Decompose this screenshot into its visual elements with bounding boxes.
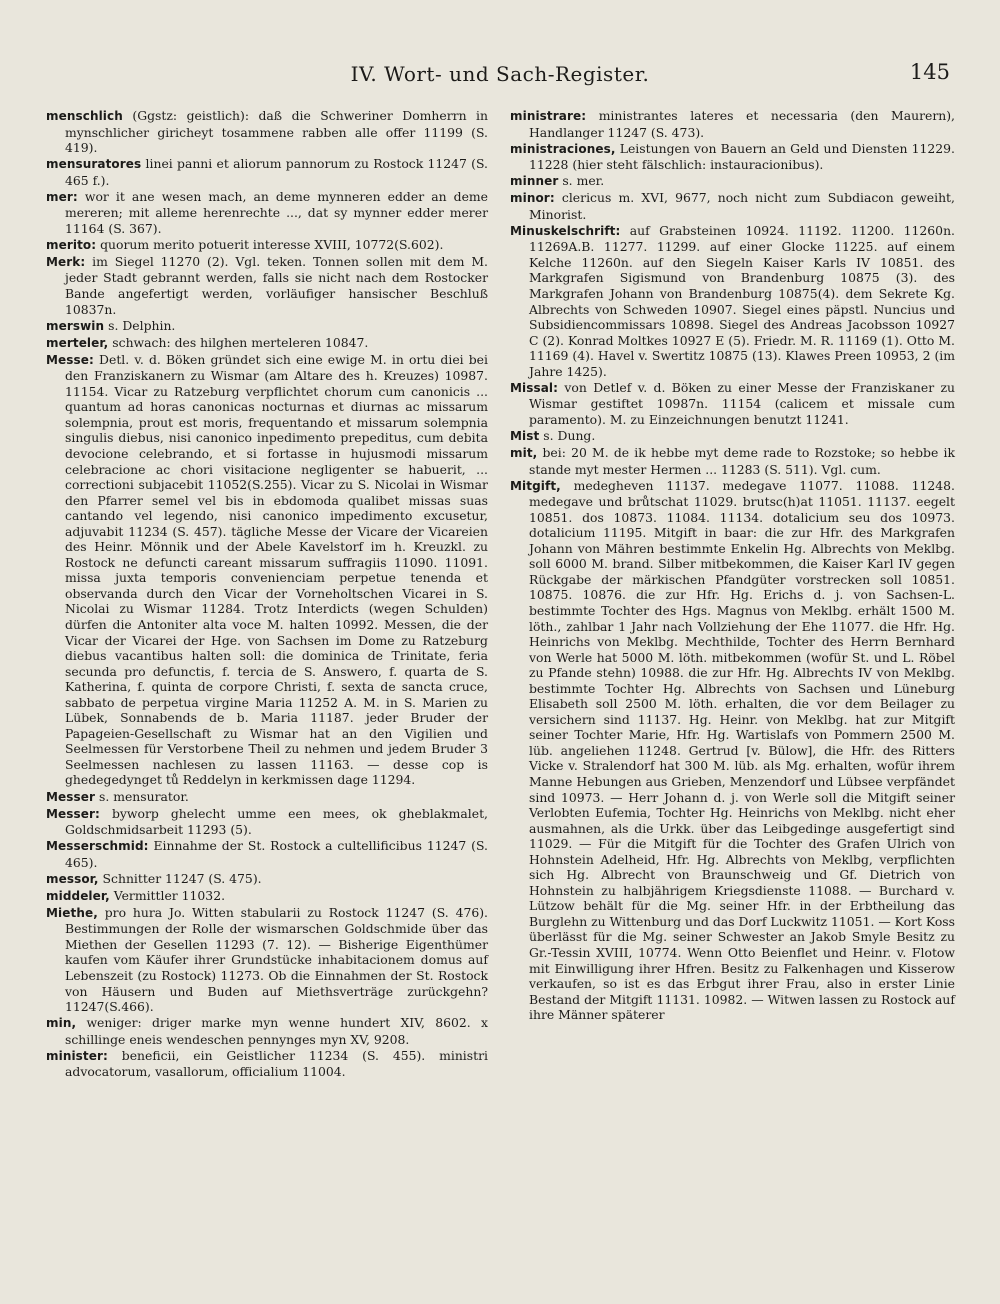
entry-lemma: ministrare:: [510, 109, 587, 123]
entry-text: bei: 20 M. de ik hebbe myt deme rade to Rozstoke; so hebbe ik stande myt mester Hermen ... 11283 (S. 511). Vgl. cum.: [529, 444, 955, 477]
entry-lemma: Miethe,: [46, 905, 98, 920]
entry-text: quorum merito potuerit interesse XVIII, 10772(S.602).: [100, 236, 444, 252]
entry-lemma: Merk:: [46, 254, 86, 269]
register-entry: [46, 156, 488, 188]
entry-text: Einnahme der St. Rostock a cultellificibus 11247 (S. 465).: [65, 838, 488, 870]
entry-text: s. Dung.: [543, 427, 596, 443]
entry-lemma: min,: [46, 1016, 77, 1031]
entry-text: weniger: driger marke myn wenne hundert XIV, 8602. x schillinge eneis wendeschen pennynges myn XV, 9208.: [65, 1015, 488, 1047]
entry-text: im Siegel 11270 (2). Vgl. teken. Tonnen sollen mit dem M. jeder Stadt gebrannt werden, falls sie nicht nach dem Rostocker Bande angefertigt werden, vorläufiger hansischer Beschluß 10837n.: [65, 253, 488, 317]
register-entry: [510, 223, 955, 379]
entry-lemma: Messer: [46, 789, 96, 804]
entry-lemma: mit,: [510, 445, 538, 460]
register-entry: [46, 789, 488, 806]
register-entry: [46, 237, 488, 254]
entry-lemma: minor:: [510, 191, 555, 206]
register-entry: [510, 173, 955, 190]
register-entry: [510, 141, 955, 173]
entry-text: s. mensurator.: [98, 788, 189, 804]
entry-lemma: Messerschmid:: [46, 839, 149, 854]
entry-lemma: Mitgift,: [510, 478, 561, 493]
register-entry: [46, 189, 488, 237]
register-entry: [510, 190, 955, 222]
entry-text: schwach: des hilghen merteleren 10847.: [112, 334, 369, 350]
register-entry: [46, 838, 488, 870]
entry-lemma: middeler,: [46, 888, 110, 903]
register-entry: [46, 335, 488, 352]
entry-lemma: menschlich: [46, 109, 123, 123]
register-entry: [46, 1048, 488, 1080]
entry-lemma: Missal:: [510, 380, 559, 395]
register-entry: [46, 352, 488, 788]
register-entry: [510, 108, 955, 140]
entry-text: Leistungen von Bauern an Geld und Diensten 11229. 11228 (hier steht fälschlich: instauracionibus).: [529, 140, 955, 173]
entry-lemma: minister:: [46, 1048, 108, 1063]
register-entry: [46, 888, 488, 905]
entry-text: clericus m. XVI, 9677, noch nicht zum Subdiacon geweiht, Minorist.: [529, 190, 955, 222]
register-entry: [46, 905, 488, 1015]
register-entry: [46, 1015, 488, 1047]
entry-lemma: Mist: [510, 428, 540, 443]
entry-text: medegheven 11137. medegave 11077. 11088. 11248. medegave und brůtschat 11029. brutsc(h)at 11051. 11137. eegelt 10851. dos 10873. 11084. 11134. dotalicium seu dos 10973. dotalicium 11195. Mitgift in baar: die zur Hfr. des Markgrafen Johann von Mähren bestimmte Enkelin Hg. Albrechts von Meklbg. soll 6000 M. brand. Silber mitbekommen, die Kaiser Karl IV gegen Rückgabe der märkischen Pfandgüter vorstrecken soll 10851. 10875. 10876. die zur Hfr. Hg. Erichs d. j. von Sachsen-L. bestimmte Tochter des Hgs. Magnus von Meklbg. erhält 1500 M. löth., zahlbar 1 Jahr nach Vollziehung der Ehe 11077. die Hfr. Hg. Heinrichs von Meklbg. Mechthilde, Tochter des Herrn Bernhard von Werle hat 5000 M. löth. mitbekommen (wofür St. und L. Röbel zu Pfande stehn) 10988. die zur Hfr. Hg. Albrechts IV von Meklbg. bestimmte Tochter Hg. Albrechts von Sachsen und Lüneburg Elisabeth soll 2500 M. löth. erhalten, die vor dem Beilager zu versichern sind 11137. Hg. Heinr. von Meklbg. hat zur Mitgift seiner Tochter Marie, Hfr. Hg. Wartislafs von Pommern 2500 M. lüb. angeliehen 11248. Gertrud [v. Bülow], die Hfr. des Ritters Vicke v. Stralendorf hat 300 M. lüb. als Mg. erhalten, wofür ihrem Manne Hebungen aus Grieben, Menzendorf und Lübsee verpfändet sind 10973. — Herr Johann d. j. von Werle soll die Mitgift seiner Verlobten Eufemia, Tochter Hg. Heinrichs von Meklbg. nicht eher ausmahnen, als die Urkk. über das Leibgedinge ausgefertigt sind 11029. — Für die Mitgift für die Tochter des Grafen Ulrich von Hohnstein Adelheid, Hfr. Hg. Albrechts von Meklbg, verpflichten sich Hg. Albrecht von Braunschweig und Gf. Dietrich von Hohnstein zu halbjährigem Kriegsdienste 11088. — Burchard v. Lützow behält für die Mg. seiner Hfr. in der Erbtheilung das Burglehn zu Wittenburg und das Dorf Luckwitz 11051. — Kort Koss überlässt für die Mg. seiner Schwester an Jakob Smyle Besitz zu Gr.-Tessin XVIII, 10774. Wenn Otto Beienflet und Heinr. v. Flotow mit Einwilligung ihrer Hfren. Besitz zu Falkenhagen und Kisserow verkaufen, so ist es das Erbgut ihrer Frau, also in erster Linie Bestand der Mitgift 11131. 10982. — Witwen lassen zu Rostock auf ihre Männer späterer: [529, 477, 955, 1023]
entry-text: (Ggstz: geistlich): daß die Schweriner Domherrn in mynschlicher giricheyt tosammene rabben alle offer 11199 (S. 419).: [65, 108, 488, 156]
running-header: [0, 56, 1000, 96]
entry-lemma: messor,: [46, 871, 99, 886]
entry-text: beneficii, ein Geistlicher 11234 (S. 455). ministri advocatorum, vasallorum, officialium 11004.: [65, 1047, 488, 1080]
entry-text: von Detlef v. d. Böken zu einer Messe der Franziskaner zu Wismar gestiftet 10987n. 11154 (calicem et missale cum paramento). M. zu Einzeichnungen benutzt 11241.: [529, 379, 955, 427]
register-entry: [510, 478, 955, 1023]
entry-lemma: Minuskelschrift:: [510, 223, 621, 238]
entry-lemma: mensuratores: [46, 157, 142, 172]
entry-lemma: ministraciones,: [510, 141, 616, 156]
page-title: IV. Wort- und Sach-Register.: [350, 62, 650, 86]
entry-lemma: Messe:: [46, 352, 94, 367]
register-entry: [510, 380, 955, 428]
register-entry: [46, 254, 488, 317]
right-column: [510, 108, 955, 1023]
entry-text: auf Grabsteinen 10924. 11192. 11200. 11260n. 11269A.B. 11277. 11299. auf einer Glocke 11225. auf einem Kelche 11260n. auf den Siegeln Kaiser Karls IV 10851. des Markgrafen Sigismund von Brandenburg 10875 (3). des Markgrafen Johann von Brandenburg 10875(4). dem Sekrete Kg. Albrechts von Schweden 10907. Siegel eines päpstl. Nuncius und Subsidiencommissars 10898. Siegel des Andreas Jacobsson 10927 C (2). Konrad Moltkes 10927 E (5). Friedr. M. R. 11169 (1). Otto M. 11169 (4). Havel v. Swertitz 10875 (13). Klawes Preen 10953, 2 (im Jahre 1425).: [529, 222, 955, 379]
entry-lemma: merswin: [46, 318, 105, 333]
register-entry: [510, 445, 955, 477]
page-number: 145: [909, 60, 950, 84]
left-column: [46, 108, 488, 1080]
entry-text: s. Delphin.: [108, 317, 176, 333]
entry-text: ministrantes lateres et necessaria (den Maurern), Handlanger 11247 (S. 473).: [529, 108, 955, 140]
entry-text: Detl. v. d. Böken gründet sich eine ewige M. in ortu diei bei den Franziskanern zu Wismar (am Altare des h. Kreuzes) 10987. 11154. Vicar zu Ratzeburg verpflichtet chorum cum canonicis ... quantum ad horas canonicas nocturnas et diurnas ac missarum solempnia, prout est moris, frequentando et missarum solempnia singulis diebus, nisi canonico inpedimento prepeditus, cum debita devocione celebrando, et si fortasse in hujusmodi missarum celebracione ac chori visitacione negligenter se habuerit, ... correctioni subjacebit 11052(S.255). Vicar zu S. Nicolai in Wismar den Pfarrer semel vel bis in ebdomoda qualibet missas suas cantando vel legendo, nisi canonico impedimento excusetur, adjuvabit 11234 (S. 457). tägliche Messe der Vicare der Vicareien des Heinr. Mönnik und der Abele Kavelstorf im h. Kreuzkl. zu Rostock ne defuncti careant missarum suffragiis 11090. 11091. missa juxta temporis convenienciam perpetue tenenda et observanda durch den Vicar der Vorneholtschen Vicarei in S. Nicolai zu Wismar 11284. Trotz Interdicts (wegen Schulden) dürfen die Antoniter alta voce M. halten 10992. Messen, die der Vicar der Vicarei der Hge. von Sachsen im Dome zu Ratzeburg diebus vacantibus halten soll: die dominica de Trinitate, feria secunda pro defunctis, f. tercia de S. Answero, f. quarta de S. Katherina, f. quinta de corpore Christi, f. sexta de sancta cruce, sabbato de perpetua virgine Maria 11252 A. M. in S. Marien zu Lübek, Sonnabends de b. Maria 11187. jeder Bruder der Papageien-Gesellschaft zu Wismar hat an den Vigilien und Seelmessen für Verstorbene Theil zu nehmen und jedem Bruder 3 Seelmessen nachlesen zu lassen 11163. — desse cop is ghedegedynget tů Reddelyn in kerkmissen dage 11294.: [65, 351, 488, 788]
register-entry: [46, 806, 488, 838]
register-entry: [46, 108, 488, 156]
entry-lemma: merteler,: [46, 335, 109, 350]
register-entry: [510, 428, 955, 445]
register-entry: [46, 318, 488, 335]
entry-lemma: mer:: [46, 189, 78, 204]
entry-lemma: minner: [510, 174, 559, 189]
entry-text: s. mer.: [562, 173, 605, 189]
entry-text: Schnitter 11247 (S. 475).: [102, 870, 262, 886]
entry-text: byworp ghelecht umme een mees, ok gheblakmalet, Goldschmidsarbeit 11293 (5).: [65, 805, 488, 838]
entry-lemma: merito:: [46, 237, 97, 252]
register-entry: [46, 871, 488, 888]
entry-text: linei panni et aliorum pannorum zu Rostock 11247 (S. 465 f.).: [65, 156, 488, 188]
entry-lemma: Messer:: [46, 806, 100, 821]
entry-text: pro hura Jo. Witten stabularii zu Rostock 11247 (S. 476). Bestimmungen der Rolle der wismarschen Goldschmide über das Miethen der Gesellen 11293 (7. 12). — Bisherige Eigenthümer kaufen vom Käufer ihrer Grundstücke inhabitacionem domus auf Lebenszeit (zu Rostock) 11273. Ob die Einnahmen der St. Rostock von Häusern und Buden auf Miethsverträge zurückgehn? 11247(S.466).: [65, 904, 488, 1015]
entry-text: wor it ane wesen mach, an deme mynneren edder an deme mereren; mit alleme herenrechte ..., dat sy mynner edder merer 11164 (S. 367).: [65, 188, 488, 236]
entry-text: Vermittler 11032.: [113, 887, 226, 903]
